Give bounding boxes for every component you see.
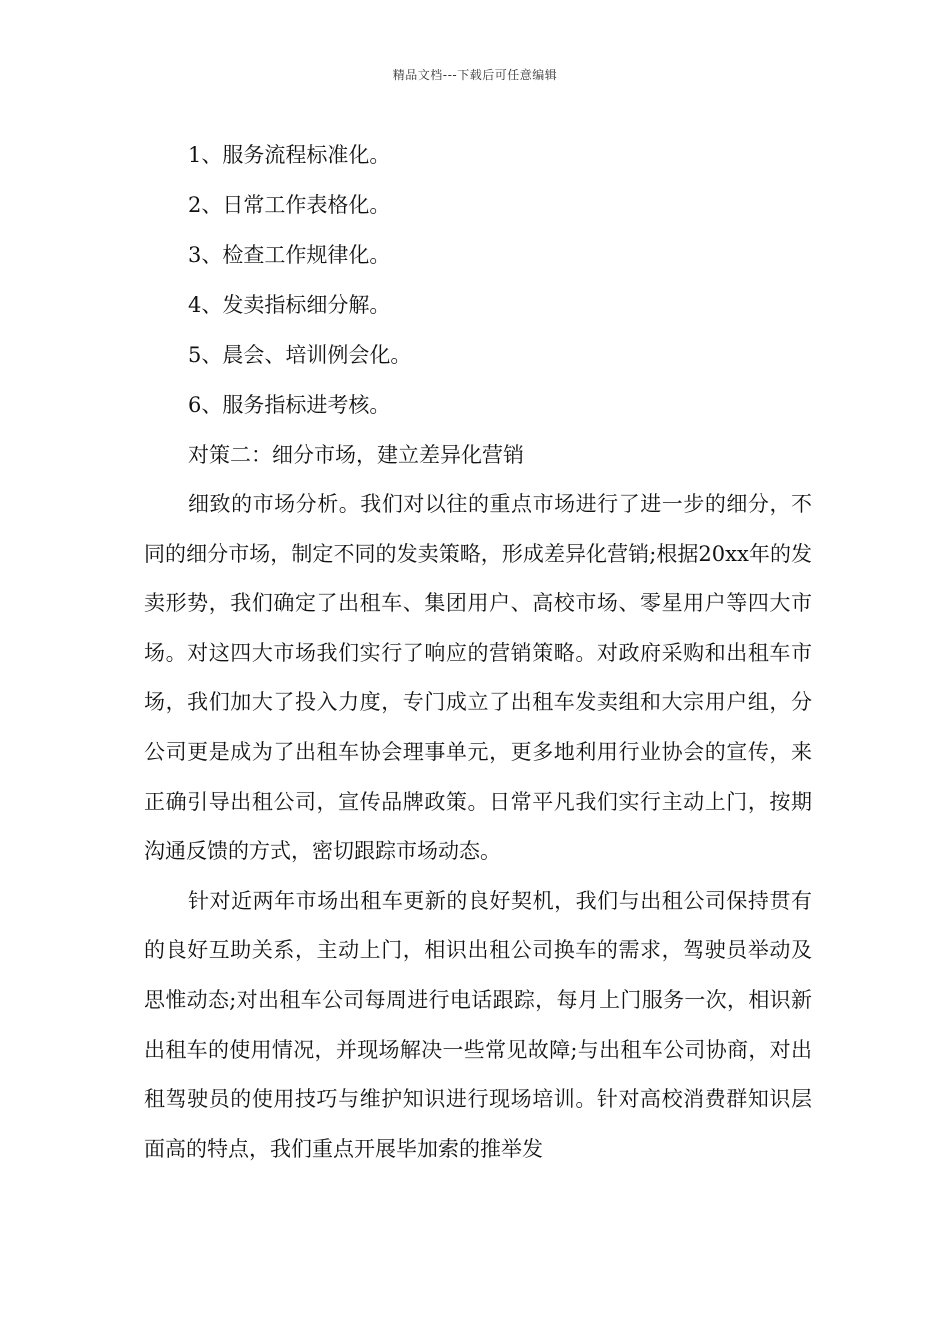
list-item: 1、服务流程标准化。	[188, 143, 391, 167]
list-item: 6、服务指标进考核。	[188, 393, 391, 417]
list-item: 3、检查工作规律化。	[188, 243, 391, 267]
list-item: 2、日常工作表格化。	[188, 193, 391, 217]
paragraph: 细致的市场分析。我们对以往的重点市场进行了进一步的细分，不同的细分市场，制定不同的发卖策略，形成差异化营销;根据20xx年的发卖形势，我们确定了出租车、集团用户、高校市场、零星用户等四大市场。对这四大市场我们实行了响应的营销策略。对政府采购和出租车市场，我们加大了投入力度，专门成立了出租车发卖组和大宗用户组，分公司更是成为了出租车协会理事单元，更多地利用行业协会的宣传，来正确引导出租公司，宣传品牌政策。日常平凡我们实行主动上门，按期沟通反馈的方式，密切跟踪市场动态。	[144, 492, 812, 864]
document-body	[144, 130, 812, 1174]
paragraph: 针对近两年市场出租车更新的良好契机，我们与出租公司保持贯有的良好互助关系，主动上门，相识出租公司换车的需求，驾驶员举动及思惟动态;对出租车公司每周进行电话跟踪，每月上门服务一次，相识新出租车的使用情况，并现场解决一些常见故障;与出租车公司协商，对出租驾驶员的使用技巧与维护知识进行现场培训。针对高校消费群知识层面高的特点，我们重点开展毕加索的推举发	[144, 888, 812, 1161]
section-heading: 对策二：细分市场，建立差异化营销	[188, 443, 524, 467]
list-item: 5、晨会、培训例会化。	[188, 343, 412, 367]
page-header: 精品文档---下载后可任意编辑	[392, 68, 558, 82]
list-item: 4、发卖指标细分解。	[188, 293, 391, 317]
